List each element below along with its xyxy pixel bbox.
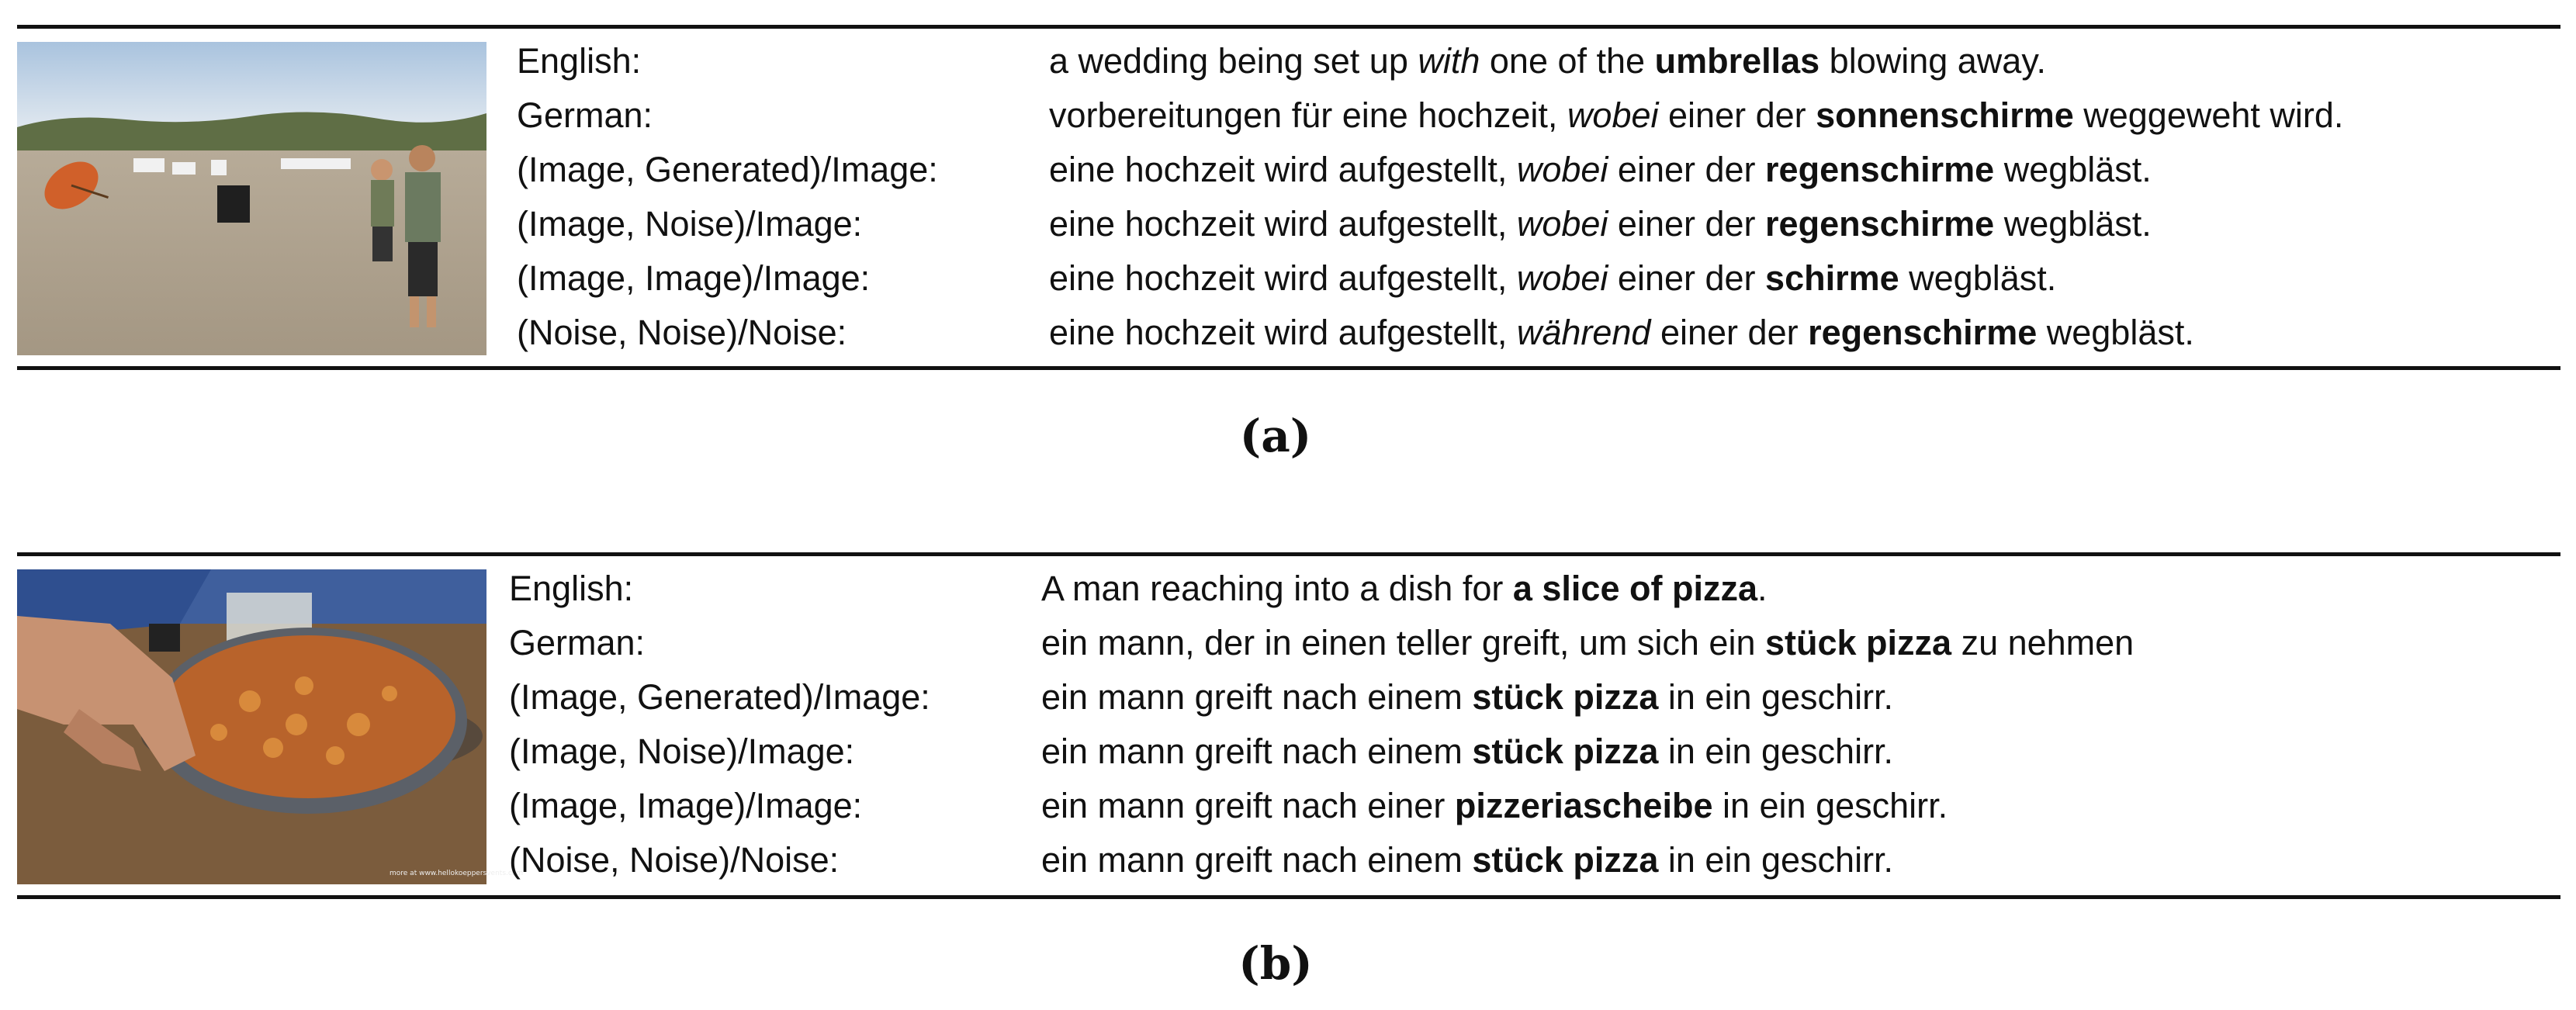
text-segment: eine hochzeit wird aufgestellt, [1049, 313, 1517, 352]
translation-line [1041, 725, 2134, 779]
text-segment: ein mann greift nach einem [1041, 732, 1473, 771]
text-segment: eine hochzeit wird aufgestellt, [1049, 204, 1517, 244]
method-label: (Image, Image)/Image: [517, 258, 871, 298]
translation-line [1041, 562, 2134, 616]
text-segment: ein mann greift nach einem [1041, 840, 1473, 880]
method-label: (Noise, Noise)/Noise: [509, 840, 840, 880]
translation-line [1049, 143, 2343, 197]
text-segment: ein mann greift nach einem [1041, 677, 1473, 717]
italic-phrase: während [1516, 313, 1651, 352]
bold-phrase: regenschirme [1765, 204, 1995, 244]
text-segment: einer der [1658, 95, 1816, 135]
text-segment: blowing away. [1819, 41, 2046, 81]
translation-line [1041, 616, 2134, 670]
italic-phrase: wobei [1567, 95, 1659, 135]
text-segment: eine hochzeit wird aufgestellt, [1049, 150, 1517, 189]
pizza-photo [17, 569, 524, 884]
bold-phrase: stück pizza [1764, 623, 1952, 662]
text-segment: in ein geschirr. [1658, 840, 1894, 880]
beach-wedding-photo [17, 42, 486, 355]
bold-phrase: regenschirme [1765, 150, 1995, 189]
translation-line [1049, 88, 2343, 143]
method-label: (Image, Generated)/Image: [517, 150, 938, 189]
text-segment: ein mann, der in einen teller greift, um sich ein [1041, 623, 1765, 662]
translations-a [1049, 34, 2343, 360]
italic-phrase: wobei [1516, 204, 1608, 244]
bold-phrase: schirme [1765, 258, 1899, 298]
translation-line [1049, 306, 2343, 360]
bold-phrase: pizzeriascheibe [1454, 786, 1713, 825]
text-segment: wegbläst. [1899, 258, 2057, 298]
text-segment: weggeweht wird. [2073, 95, 2344, 135]
method-label: (Image, Image)/Image: [509, 786, 863, 825]
text-segment: in ein geschirr. [1712, 786, 1948, 825]
text-segment: A man reaching into a dish for [1041, 569, 1513, 608]
text-segment: wegbläst. [1994, 150, 2152, 189]
bold-phrase: stück pizza [1472, 677, 1659, 717]
translation-line [1049, 197, 2343, 251]
text-segment: . [1757, 569, 1768, 608]
top-rule-b [17, 552, 2560, 556]
translation-line [1049, 34, 2343, 88]
italic-phrase: wobei [1516, 258, 1608, 298]
bottom-rule-b [17, 895, 2560, 899]
method-label: English: [517, 41, 642, 81]
text-segment: wegbläst. [2037, 313, 2194, 352]
text-segment: einer der [1608, 258, 1766, 298]
translation-line [1041, 670, 2134, 725]
svg-text:more at www.hellokoeppersvents: more at www.hellokoeppersvents.com [390, 870, 524, 877]
translation-line [1041, 833, 2134, 887]
bottom-rule-a [17, 366, 2560, 370]
text-segment: einer der [1650, 313, 1809, 352]
text-segment: a wedding being set up [1049, 41, 1418, 81]
method-label: German: [509, 623, 646, 662]
text-segment: wegbläst. [1994, 204, 2152, 244]
bold-phrase: a slice of pizza [1512, 569, 1757, 608]
caption-b: (b) [1238, 937, 1313, 990]
text-segment: einer der [1608, 204, 1766, 244]
text-segment: one of the [1480, 41, 1655, 81]
italic-phrase: wobei [1516, 150, 1608, 189]
text-segment: ein mann greift nach einer [1041, 786, 1455, 825]
method-label: (Image, Noise)/Image: [509, 732, 855, 771]
top-rule-a [17, 25, 2560, 29]
bold-phrase: umbrellas [1654, 41, 1820, 81]
method-label: (Image, Noise)/Image: [517, 204, 863, 244]
method-label: (Noise, Noise)/Noise: [517, 313, 847, 352]
text-segment: in ein geschirr. [1658, 732, 1894, 771]
bold-phrase: sonnenschirme [1816, 95, 2074, 135]
text-segment: vorbereitungen für eine hochzeit, [1049, 95, 1567, 135]
bold-phrase: stück pizza [1472, 732, 1659, 771]
method-label: (Image, Generated)/Image: [509, 677, 930, 717]
bold-phrase: stück pizza [1472, 840, 1659, 880]
bold-phrase: regenschirme [1808, 313, 2038, 352]
translation-line [1041, 779, 2134, 833]
italic-phrase: with [1418, 41, 1480, 81]
text-segment: einer der [1608, 150, 1766, 189]
method-label: English: [509, 569, 634, 608]
caption-a: (a) [1239, 410, 1312, 462]
method-labels-a [517, 34, 938, 360]
text-segment: eine hochzeit wird aufgestellt, [1049, 258, 1517, 298]
translations-b [1041, 562, 2134, 887]
method-labels-b [509, 562, 930, 887]
text-segment: zu nehmen [1951, 623, 2135, 662]
method-label: German: [517, 95, 653, 135]
translation-line [1049, 251, 2343, 306]
text-segment: in ein geschirr. [1658, 677, 1894, 717]
